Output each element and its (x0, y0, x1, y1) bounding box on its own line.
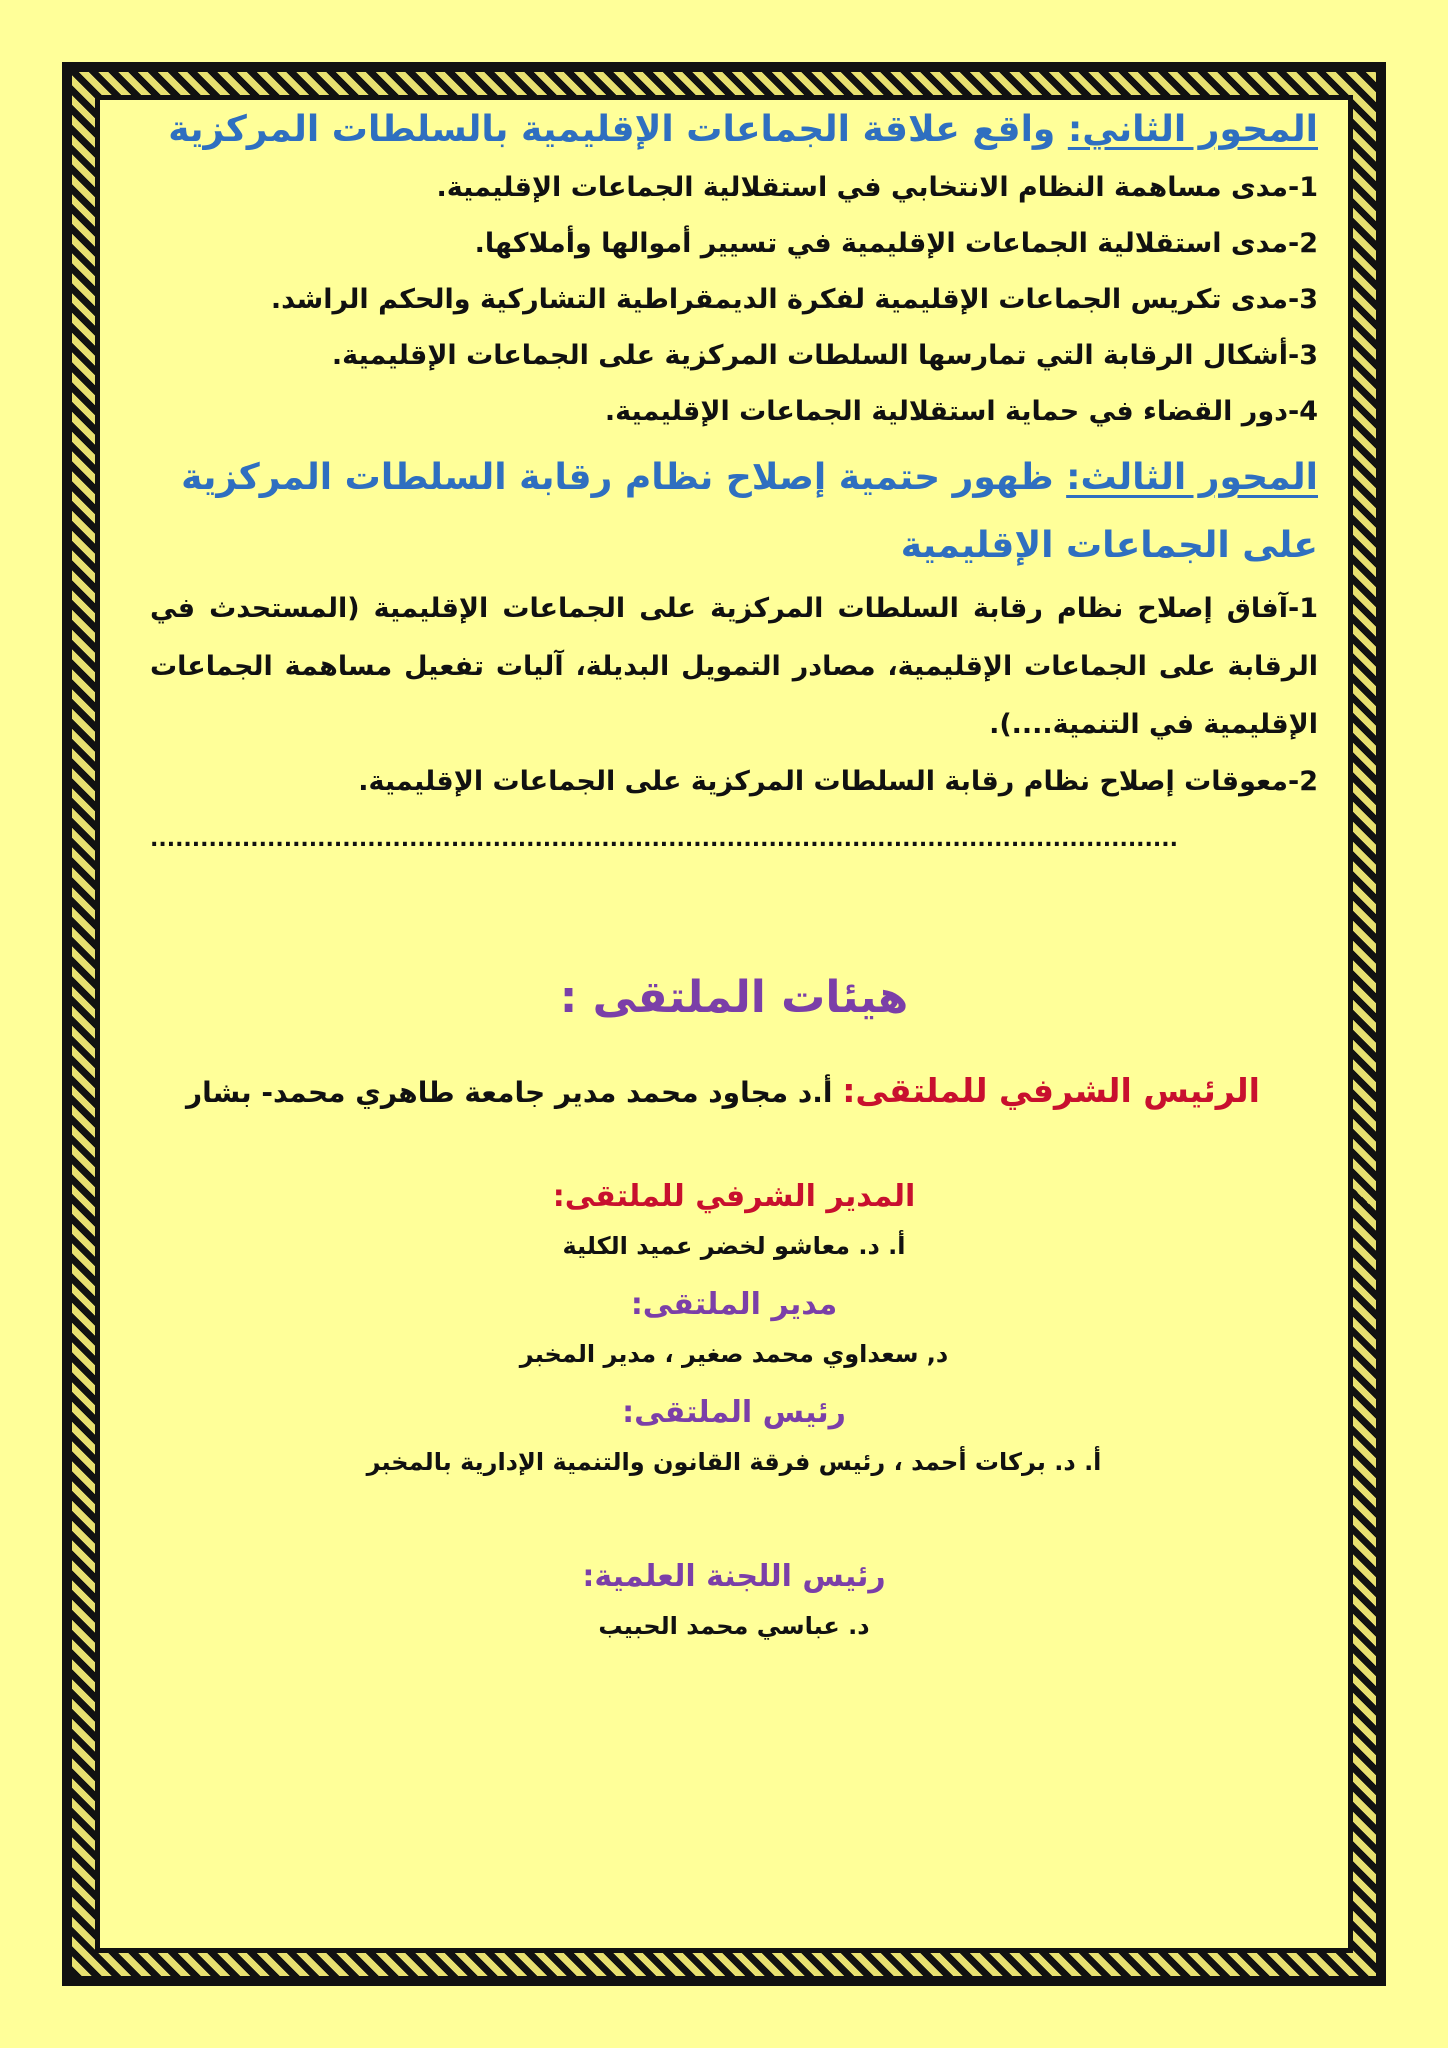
director-role: مدير الملتقى: (630, 1287, 838, 1322)
bodies-title: هيئات الملتقى : (559, 972, 909, 1023)
document-content (150, 100, 1318, 1650)
axis-3-item: 2-معوقات إصلاح نظام رقابة السلطات المركزية على الجماعات الإقليمية. (358, 766, 1318, 797)
scientific-committee-name: د. عباسي محمد الحبيب (598, 1612, 870, 1640)
axis-2-item: 1-مدى مساهمة النظام الانتخابي في استقلالية الجماعات الإقليمية. (436, 172, 1318, 203)
axis-3-item: 1-آفاق إصلاح نظام رقابة السلطات المركزية على الجماعات الإقليمية (المستحدث في الرقابة على الجماعات الإقليمية، مصادر التمويل البديلة، آليات تفعيل مساهمة الجماعات الإقليمية في التنمية....). (150, 593, 1318, 740)
honorary-president-line (150, 1066, 1318, 1118)
axis-3-title: ظهور حتمية إصلاح نظام رقابة السلطات المركزية على الجماعات الإقليمية (181, 457, 1318, 566)
axis-2-heading (150, 100, 1318, 160)
honorary-president-name: أ.د مجاود محمد مدير جامعة طاهري محمد- بشار (185, 1076, 843, 1109)
dotted-separator: ........................................................................................................................... (150, 827, 1178, 852)
axis-3-label: المحور الثالث: (1066, 457, 1318, 498)
honorary-director-name: أ. د. معاشو لخضر عميد الكلية (562, 1232, 906, 1260)
scientific-committee-role: رئيس اللجنة العلمية: (582, 1559, 886, 1594)
axis-2-item: 3-مدى تكريس الجماعات الإقليمية لفكرة الديمقراطية التشاركية والحكم الراشد. (270, 284, 1318, 315)
president-role: رئيس الملتقى: (622, 1395, 846, 1430)
director-name: د, سعداوي محمد صغير ، مدير المخبر (519, 1340, 949, 1368)
axis-2-item: 2-مدى استقلالية الجماعات الإقليمية في تسيير أموالها وأملاكها. (474, 228, 1318, 259)
axis-2-item: 3-أشكال الرقابة التي تمارسها السلطات المركزية على الجماعات الإقليمية. (331, 340, 1318, 371)
axis-2-label: المحور الثاني: (1067, 109, 1318, 150)
axis-3-heading (150, 444, 1318, 580)
honorary-president-role: الرئيس الشرفي للملتقى: (842, 1071, 1260, 1110)
president-name: أ. د. بركات أحمد ، رئيس فرقة القانون والتنمية الإدارية بالمخبر (366, 1448, 1102, 1476)
honorary-director-role: المدير الشرفي للملتقى: (552, 1179, 916, 1214)
axis-2-title: واقع علاقة الجماعات الإقليمية بالسلطات المركزية (168, 109, 1068, 150)
axis-2-item: 4-دور القضاء في حماية استقلالية الجماعات الإقليمية. (604, 396, 1318, 427)
